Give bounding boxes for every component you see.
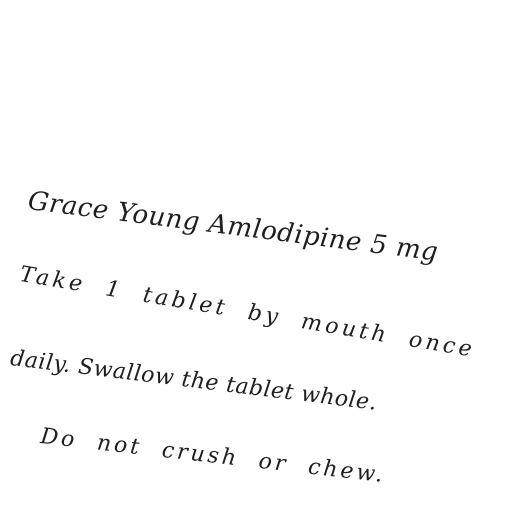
note-line-dosage: Take 1 tablet by mouth once xyxy=(17,262,478,363)
note-line-instructions: daily. Swallow the tablet whole. xyxy=(8,346,379,416)
note-line-warning: Do not crush or chew. xyxy=(39,424,387,489)
note-line-patient-medication: Grace Young Amlodipine 5 mg xyxy=(26,186,440,268)
